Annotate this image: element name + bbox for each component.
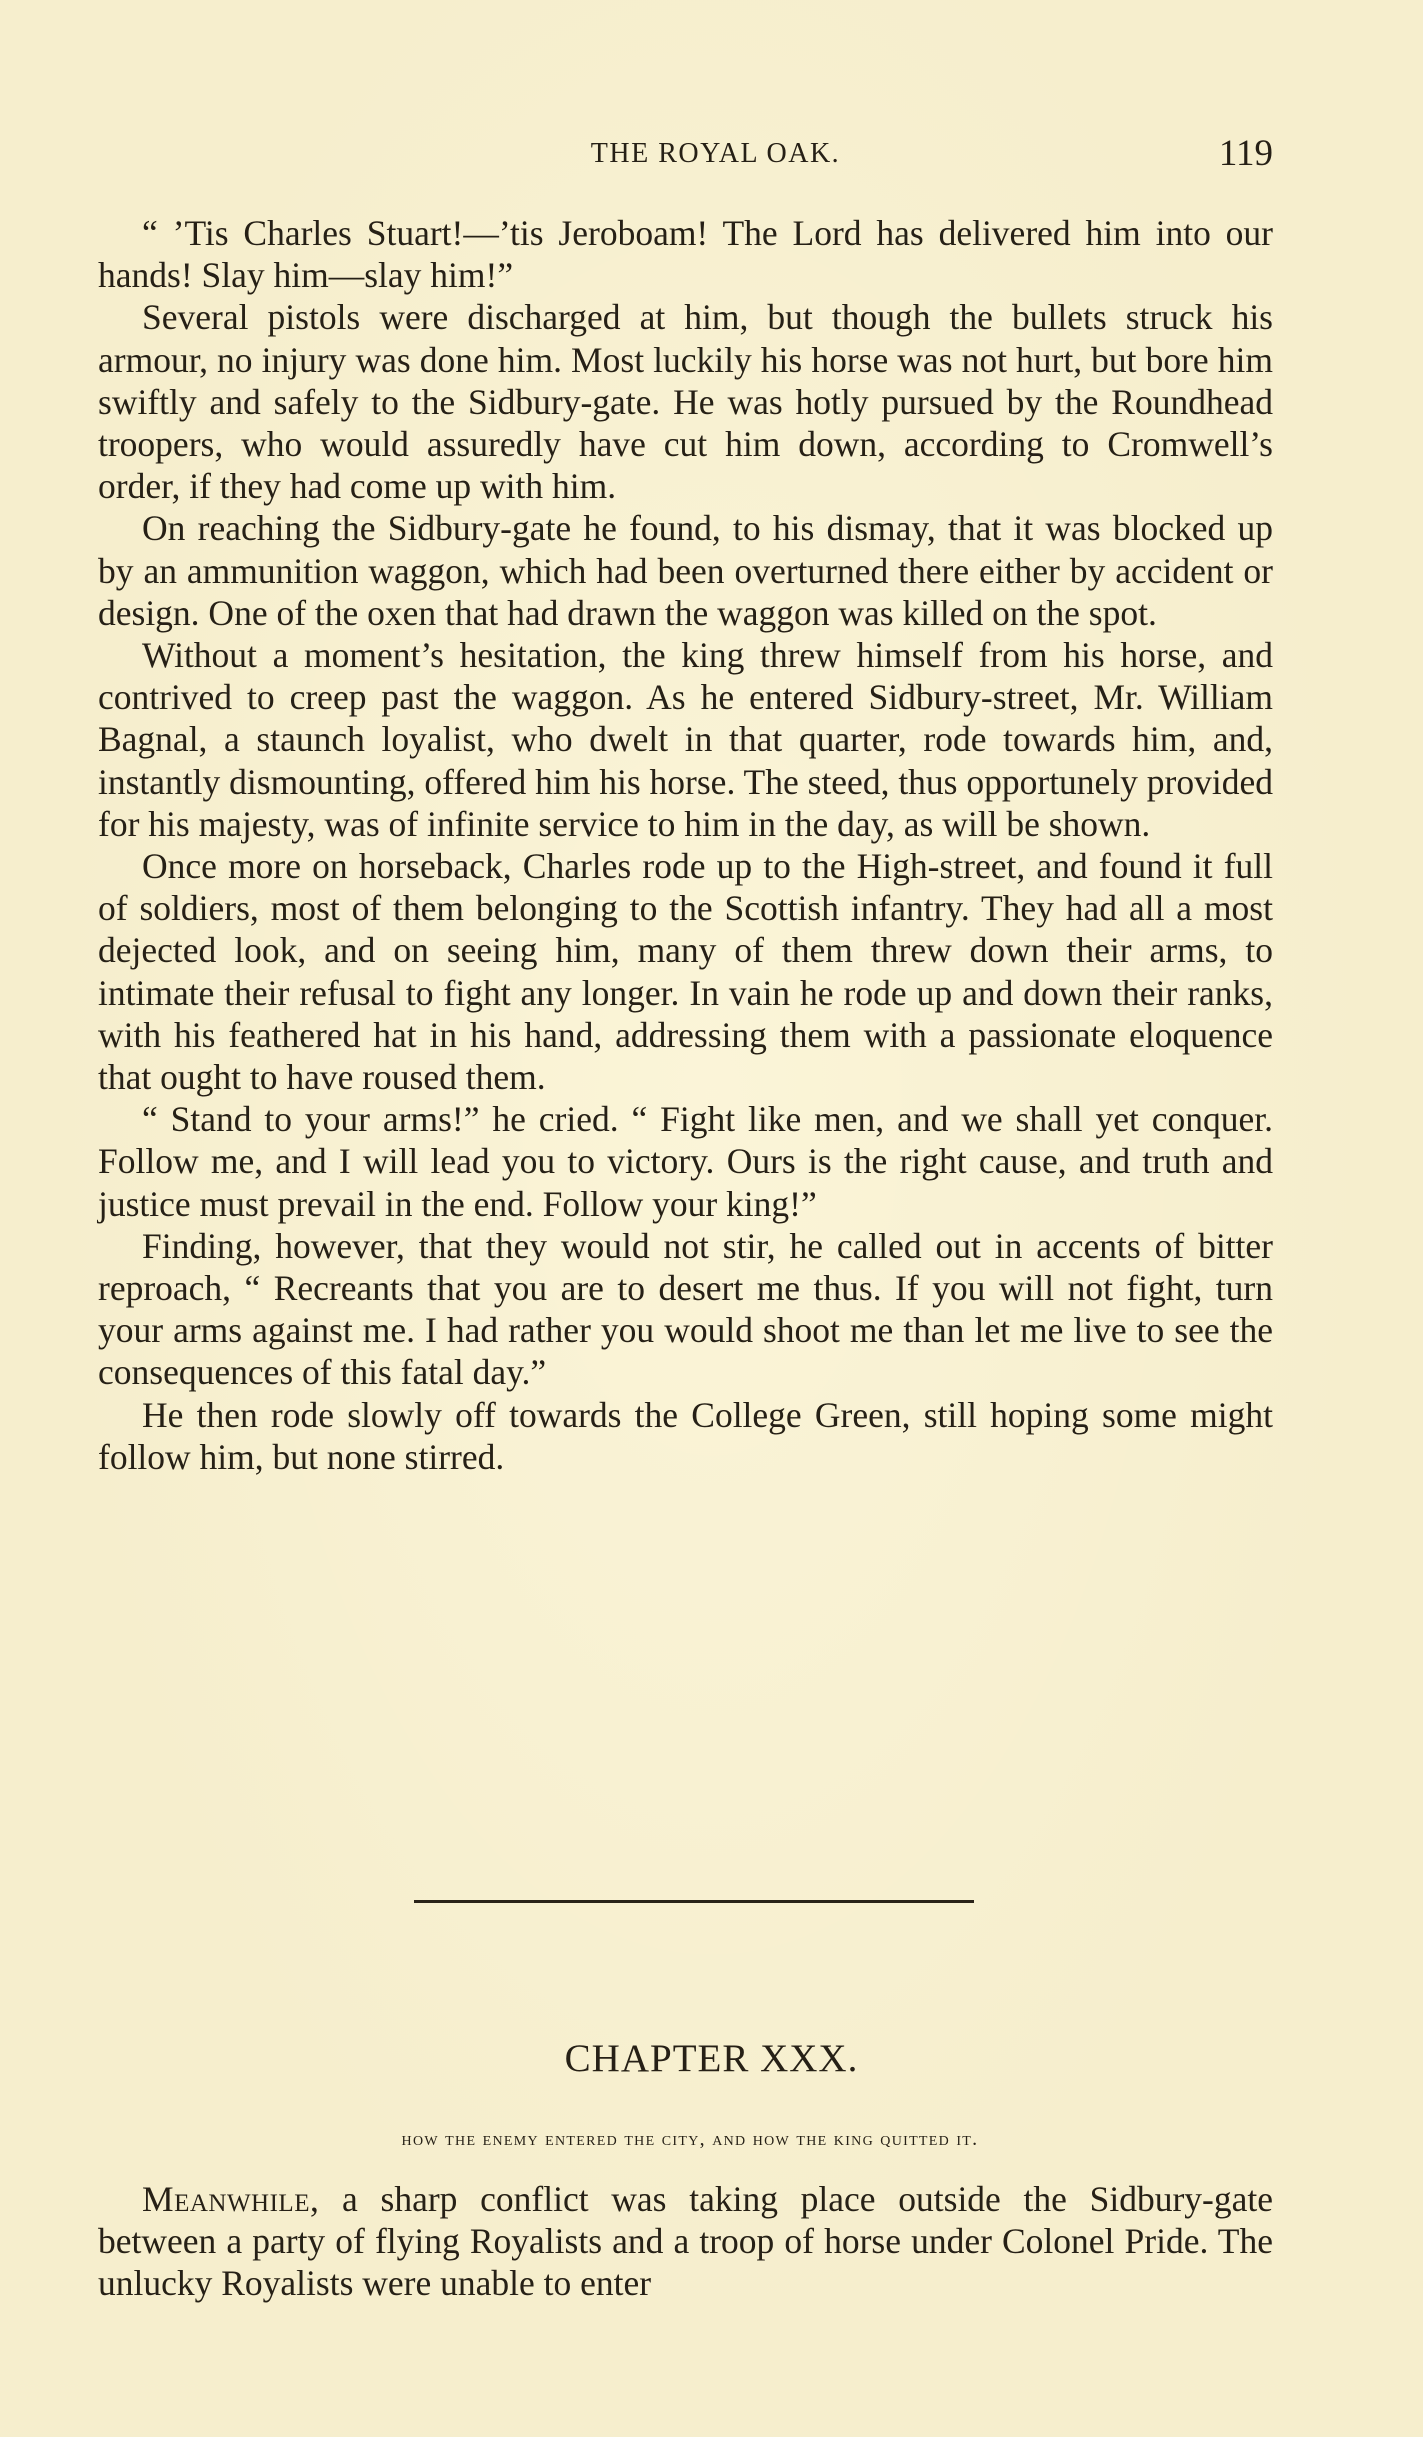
paragraph: Once more on horseback, Charles rode up to the High-street, and found it full of soldiers, most of them belonging to the Scottish infantry. They had all a most dejected look, and on seeing him, many of them threw down their arms, to intimate their refusal to fight any longer. In vain he rode up and down their ranks, with his feathered hat in his hand, addressing them with a passionate eloquence that ought to have roused them. bbox=[98, 846, 1273, 1098]
running-head: THE ROYAL OAK. bbox=[590, 138, 841, 169]
paragraph: “ ’Tis Charles Stuart!—’tis Jeroboam! The Lord has delivered him into our hands! Slay him—slay him!” bbox=[98, 213, 1273, 296]
paragraph: He then rode slowly off towards the College Green, still hoping some might follow him, but none stirred. bbox=[98, 1394, 1273, 1477]
paragraph: “ Stand to your arms!” he cried. “ Fight like men, and we shall yet conquer. Follow me, and I will lead you to victory. Ours is the right cause, and truth and justice must prevail in the end. Follow your king!” bbox=[98, 1099, 1273, 1224]
paragraph: On reaching the Sidbury-gate he found, to his dismay, that it was blocked up by an ammunition waggon, which had been overturned there either by accident or design. One of the oxen that had drawn the waggon was killed on the spot. bbox=[98, 508, 1273, 633]
chapter-body bbox=[98, 2178, 1273, 2305]
section-divider bbox=[414, 1900, 974, 1903]
opening-word: Meanwhile, bbox=[142, 2179, 320, 2219]
body-text bbox=[98, 212, 1273, 1478]
paragraph: Finding, however, that they would not stir, he called out in accents of bitter reproach, “ Recreants that you are to desert me thus. If you will not fight, turn your arms against me. I had rather you would shoot me than let me live to see the consequences of this fatal day.” bbox=[98, 1225, 1273, 1393]
paragraph: Without a moment’s hesitation, the king threw himself from his horse, and contrived to creep past the waggon. As he entered Sidbury-street, Mr. William Bagnal, a staunch loyalist, who dwelt in that quarter, rode towards him, and, instantly dismounting, offered him his horse. The steed, thus opportunely provided for his majesty, was of infinite service to him in the day, as will be shown. bbox=[98, 635, 1273, 844]
page-number: 119 bbox=[1218, 133, 1273, 174]
opening-text: a sharp conflict was taking place outside the Sidbury-gate between a party of flying Royalists and a troop of horse under Colonel Pride. The unlucky Royalists were unable to enter bbox=[98, 2179, 1273, 2304]
chapter-opening-paragraph bbox=[98, 2178, 1273, 2305]
page-header bbox=[98, 132, 1273, 180]
chapter-subtitle: how the enemy entered the city, and how the king quitted it. bbox=[401, 2128, 979, 2150]
paragraph: Several pistols were discharged at him, but though the bullets struck his armour, no injury was done him. Most luckily his horse was not hurt, but bore him swiftly and safely to the Sidbury-gate. He was hotly pursued by the Roundhead troopers, who would assuredly have cut him down, according to Cromwell’s order, if they had come up with him. bbox=[98, 297, 1273, 507]
chapter-title: CHAPTER XXX. bbox=[564, 2037, 859, 2080]
